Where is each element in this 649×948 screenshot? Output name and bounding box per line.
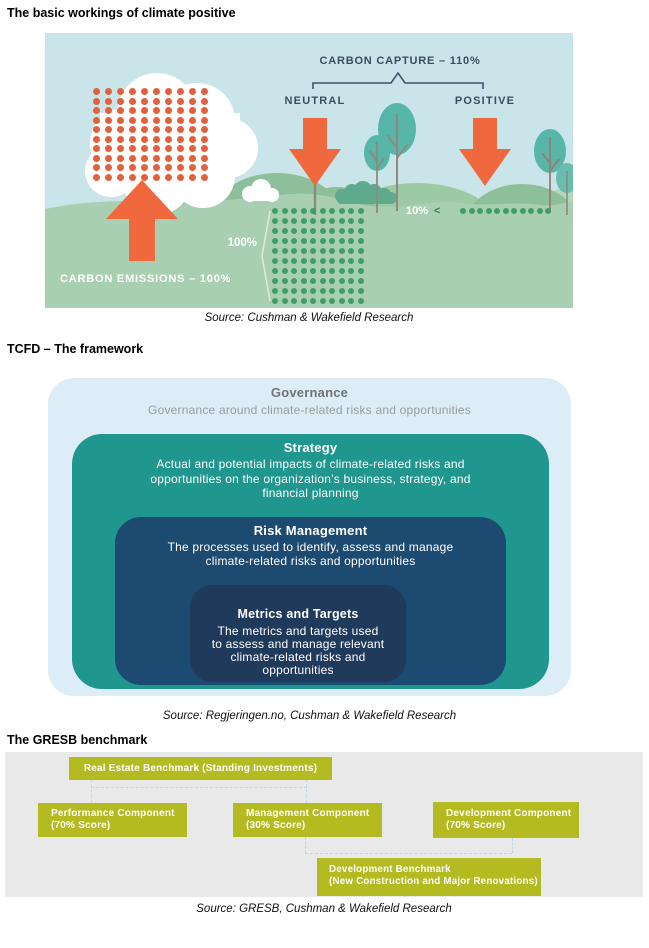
connector-top-horizontal <box>91 787 307 788</box>
extra-capture-dots-row <box>460 208 551 214</box>
section-title-tcfd: TCFD – The framework <box>7 342 144 356</box>
node-development-benchmark <box>317 858 541 896</box>
governance-description: Governance around climate-related risks and opportunities <box>148 403 471 417</box>
development-label: Development Component <box>446 808 572 819</box>
risk-management-title: Risk Management <box>253 523 368 538</box>
development-benchmark-label: Development Benchmark <box>329 864 451 875</box>
strategy-line-2: opportunities on the organization’s business, strategy, and <box>150 471 471 486</box>
node-real-estate-benchmark <box>69 757 332 780</box>
performance-label: Performance Component <box>51 808 175 819</box>
connector-right-vertical <box>306 779 307 803</box>
management-label: Management Component <box>246 808 370 819</box>
climate-positive-infographic <box>45 33 573 308</box>
gresb-source: Source: GRESB, Cushman & Wakefield Research <box>196 903 452 915</box>
connector-bottom-horizontal <box>305 853 512 854</box>
strategy-box <box>72 434 549 689</box>
node-management-component <box>233 803 382 837</box>
strategy-line-3: financial planning <box>262 486 359 500</box>
node-real-estate-label: Real Estate Benchmark (Standing Investments) <box>83 763 318 774</box>
neutral-label: NEUTRAL <box>284 95 346 107</box>
connector-development-down <box>512 838 513 853</box>
hundred-percent-label: 100% <box>227 237 257 249</box>
development-score: (70% Score) <box>446 820 506 831</box>
section-title-climate: The basic workings of climate positive <box>7 6 236 20</box>
section-title-gresb: The GRESB benchmark <box>7 733 148 747</box>
capture-dots-grid <box>272 208 364 304</box>
tcfd-source: Source: Regjeringen.no, Cushman & Wakefield Research <box>162 710 457 722</box>
less-than-icon: < <box>434 205 441 217</box>
risk-line-2: climate-related risks and opportunities <box>205 554 416 568</box>
gresb-diagram <box>5 752 643 897</box>
tcfd-diagram <box>48 378 571 696</box>
metrics-targets-title: Metrics and Targets <box>237 607 359 621</box>
metrics-line-4: opportunities <box>262 663 334 677</box>
positive-label: POSITIVE <box>454 95 516 107</box>
node-performance-component <box>38 803 187 837</box>
risk-line-1: The processes used to identify, assess and manage <box>167 540 454 554</box>
carbon-capture-label: CARBON CAPTURE – 110% <box>319 55 481 67</box>
strategy-line-1: Actual and potential impacts of climate-related risks and <box>156 457 465 471</box>
metrics-line-2: to assess and manage relevant <box>211 637 385 651</box>
connector-management-down <box>305 837 306 853</box>
development-benchmark-sub: (New Construction and Major Renovations) <box>329 876 538 887</box>
risk-management-box <box>115 517 506 685</box>
climate-source: Source: Cushman & Wakefield Research <box>204 312 414 324</box>
emissions-dots-grid <box>93 88 208 181</box>
node-development-component <box>433 802 579 838</box>
metrics-targets-box <box>190 585 406 682</box>
strategy-title: Strategy <box>283 440 338 455</box>
connector-left-vertical <box>91 779 92 803</box>
performance-score: (70% Score) <box>51 820 111 831</box>
metrics-line-1: The metrics and targets used <box>217 624 379 638</box>
governance-title: Governance <box>270 385 349 400</box>
metrics-line-3: climate-related risks and <box>230 650 366 664</box>
carbon-emissions-label: CARBON EMISSIONS – 100% <box>60 273 232 285</box>
ten-percent-label: 10% <box>405 205 428 217</box>
management-score: (30% Score) <box>246 820 306 831</box>
